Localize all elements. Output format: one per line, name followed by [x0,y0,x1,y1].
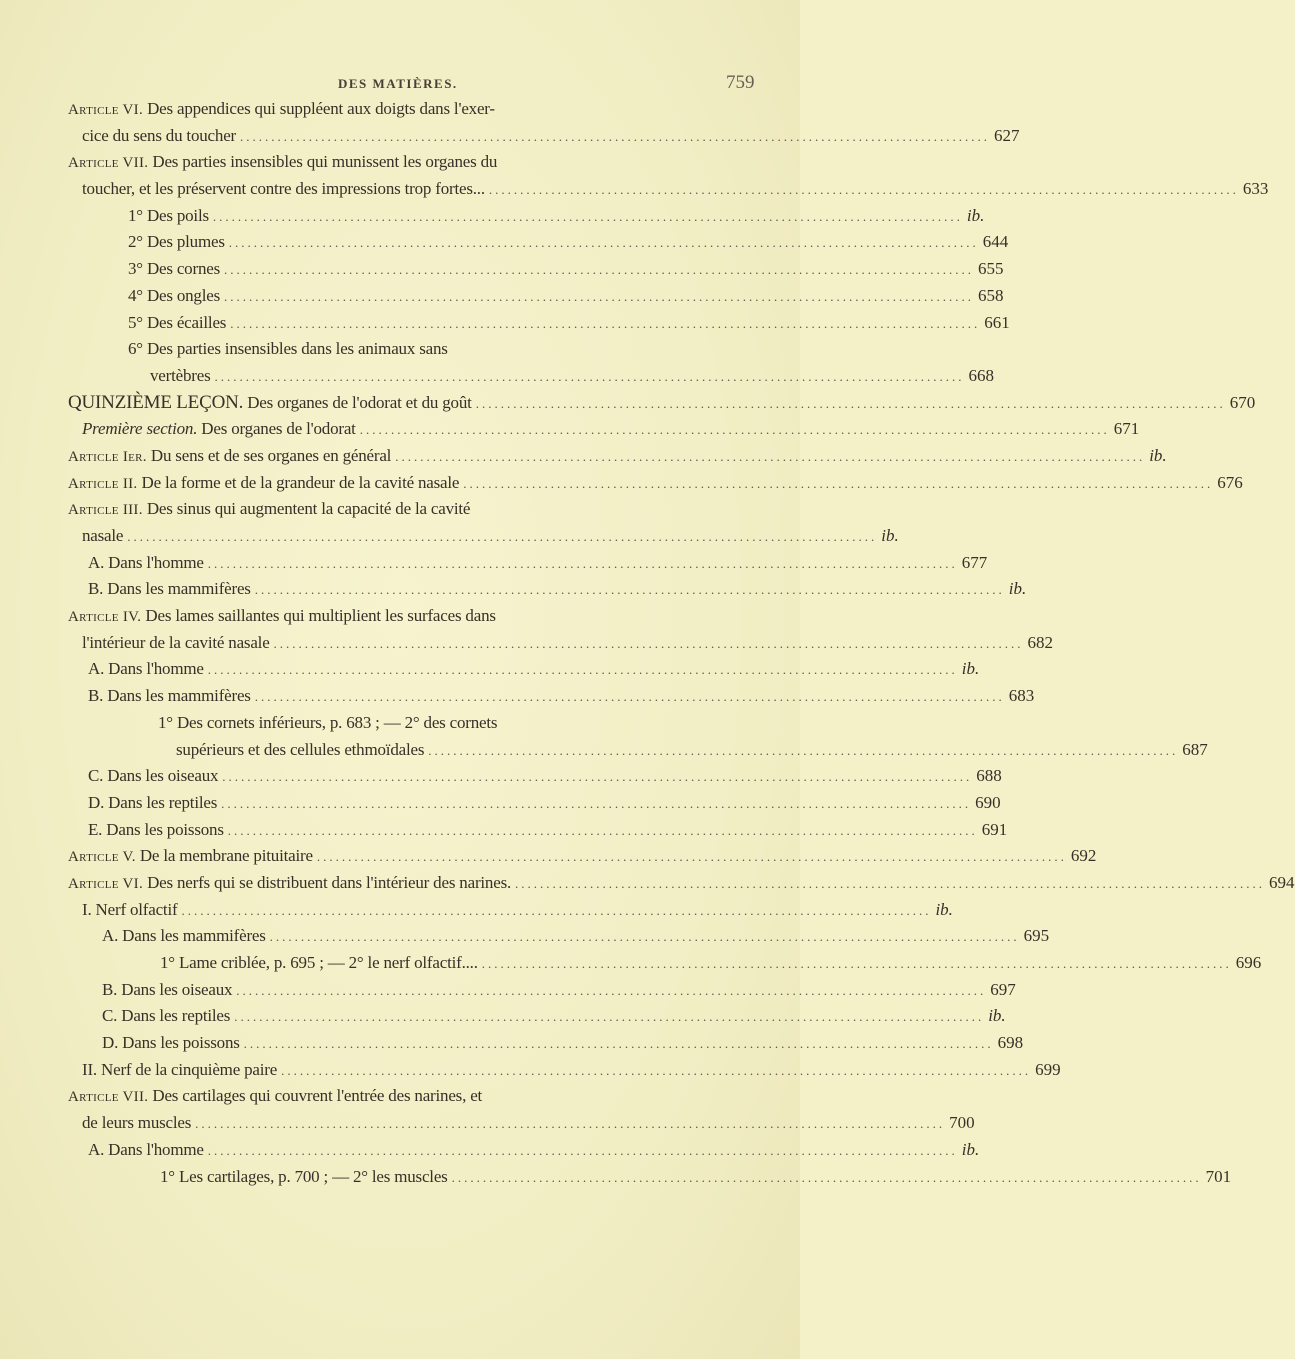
entry-text: C. Dans les oiseaux [88,766,219,786]
entry-text: 1° Les cartilages, p. 700 ; — 2° les muscles [160,1166,448,1186]
entry-label [82,523,123,550]
toc-entry [68,203,985,230]
toc-entry [68,1003,1006,1030]
toc-entry [68,817,1008,844]
entry-text: Des nerfs qui se distribuent dans l'intérieur des narines. [143,872,512,892]
entry-page-number: ib. [988,1006,1006,1026]
toc-entry [68,897,953,924]
dot-leader: ........................................................................................................................ [221,795,972,811]
entry-text: 2° Des plumes [128,232,225,252]
dot-leader: ........................................................................................................................ [181,902,932,918]
toc-entry [68,176,1269,203]
entry-page-number: 633 [1242,179,1269,199]
entry-page-number: 627 [994,125,1020,145]
toc-entry [68,390,1256,417]
entry-label [160,950,478,977]
entry-label [102,1030,240,1057]
entry-text: Des cartilages qui couvrent l'entrée des narines, et [148,1086,483,1106]
toc-entry [68,710,764,737]
dot-leader: ........................................................................................................................ [395,448,1146,464]
toc-entry [68,470,1243,497]
entry-text: Des lames saillantes qui multiplient les surfaces dans [141,606,496,626]
entry-label [68,149,497,177]
entry-page-number: 692 [1070,846,1097,866]
entry-label [68,96,495,124]
entry-text: B. Dans les mammifères [88,579,251,599]
toc-entry [68,283,1004,310]
entry-label [82,630,270,657]
dot-leader: ........................................................................................................................ [212,208,963,224]
toc-entry [68,416,1140,443]
entry-text: Des appendices qui suppléent aux doigts dans l'exer- [143,99,495,118]
dot-leader: ........................................................................................................................ [224,262,975,278]
entry-text: vertèbres [150,365,211,385]
dot-leader: ........................................................................................................................ [214,368,965,384]
entry-label [88,683,251,710]
entry-text: Des organes de l'odorat [197,419,356,439]
dot-leader: ........................................................................................................................ [207,555,958,571]
entry-prefix: Article II. [68,475,138,492]
entry-label [102,923,266,950]
toc-entry [68,96,764,123]
entry-prefix: QUINZIÈME LEÇON. [68,391,244,413]
toc-entry [68,683,1035,710]
toc-entry [68,576,1027,603]
toc-entry [68,977,1016,1004]
entry-text: supérieurs et des cellules ethmoïdales [176,739,425,759]
toc-entry [68,310,1010,337]
dot-leader: ........................................................................................................................ [222,769,973,785]
entry-text: E. Dans les poissons [88,819,224,839]
dot-leader: ........................................................................................................................ [475,395,1226,411]
entry-label [68,496,470,524]
entry-text: Des parties insensibles qui munissent les organes du [148,152,498,172]
entry-page-number: 687 [1182,739,1208,759]
entry-text: nasale [82,526,124,545]
entry-text: II. Nerf de la cinquième paire [82,1059,278,1079]
entry-text: B. Dans les oiseaux [102,979,233,999]
entry-text: Du sens et de ses organes en général [146,445,392,465]
dot-leader: ........................................................................................................................ [269,929,1020,945]
entry-label [102,977,232,1004]
dot-leader: ........................................................................................................................ [428,742,1179,758]
entry-text: A. Dans l'homme [88,659,204,679]
toc-entry [68,1110,975,1137]
entry-label [82,123,236,150]
entry-text: C. Dans les reptiles [102,1006,231,1026]
toc-entry [68,603,764,630]
toc-entry [68,950,1262,977]
toc-entry [68,790,1001,817]
entry-page-number: 658 [978,285,1004,305]
entry-page-number: 670 [1229,392,1256,412]
toc-entry [68,630,1054,657]
entry-text: I. Nerf olfactif [82,899,178,919]
dot-leader: ........................................................................................................................ [359,422,1110,438]
entry-label [128,336,448,363]
entry-page-number: 676 [1217,472,1243,492]
entry-page-number: 683 [1008,686,1035,706]
toc-entry [68,1083,764,1110]
entry-text: 4° Des ongles [128,285,221,305]
entry-text: A. Dans les mammifères [102,926,266,946]
dot-leader: ........................................................................................................................ [515,875,1266,891]
dot-leader: ........................................................................................................................ [273,635,1024,651]
dot-leader: ........................................................................................................................ [243,1036,994,1052]
entry-label [68,843,313,871]
dot-leader: ........................................................................................................................ [227,822,978,838]
toc-entry [68,1137,980,1164]
entry-text: A. Dans l'homme [88,552,204,572]
running-header [0,72,800,98]
entry-page-number: ib. [935,899,953,919]
dot-leader: ........................................................................................................................ [195,1116,946,1132]
entry-text: toucher, et les préservent contre des impressions trop fortes... [82,179,485,199]
entry-page-number: 682 [1027,632,1054,652]
entry-label [102,1003,230,1030]
entry-page-number: 700 [949,1113,975,1133]
toc-entry [68,363,994,390]
entry-page-number: 701 [1205,1166,1232,1186]
entry-prefix: Article VII. [68,155,149,172]
toc-entry [68,550,988,577]
entry-label [82,897,177,924]
entry-label [128,283,220,310]
entry-label [68,443,391,471]
dot-leader: ........................................................................................................................ [230,315,981,331]
entry-page-number: ib. [961,659,980,679]
entry-label [88,1137,204,1164]
dot-leader: ........................................................................................................................ [234,1009,985,1025]
entry-text: 1° Des poils [128,205,209,225]
entry-page-number: 690 [975,792,1001,812]
entry-text: Des organes de l'odorat et du goût [243,392,472,412]
dot-leader: ........................................................................................................................ [254,582,1005,598]
entry-label [160,1164,448,1191]
entry-text: D. Dans les reptiles [88,792,218,812]
entry-text: 6° Des parties insensibles dans les animaux sans [128,339,448,359]
entry-page-number: ib. [1008,579,1027,599]
entry-label [68,870,511,898]
table-of-contents [68,96,1295,1190]
dot-leader: ........................................................................................................................ [463,475,1214,491]
entry-page-number: ib. [881,526,899,545]
entry-page-number: 644 [982,232,1009,252]
entry-label [88,790,217,817]
entry-page-number: 696 [1235,953,1262,972]
dot-leader: ........................................................................................................................ [224,288,975,304]
dot-leader: ........................................................................................................................ [207,662,958,678]
entry-page-number: 695 [1023,926,1050,946]
toc-entry [68,229,1009,256]
dot-leader: ........................................................................................................................ [451,1169,1202,1185]
entry-text: 3° Des cornes [128,259,221,279]
entry-label [128,256,220,283]
entry-text: 1° Lame criblée, p. 695 ; — 2° le nerf olfactif.... [160,953,478,972]
entry-label [82,1110,191,1137]
dot-leader: ........................................................................................................................ [316,849,1067,865]
dot-leader: ........................................................................................................................ [127,529,878,544]
entry-text: B. Dans les mammifères [88,686,251,706]
entry-prefix: Article V. [68,849,136,866]
section-prefix: Première section. [82,419,198,439]
entry-label [88,763,218,790]
entry-label [82,176,485,203]
entry-label [128,203,209,230]
toc-entry [68,923,1050,950]
entry-label [176,737,424,764]
entry-label [68,470,459,498]
entry-text: de leurs muscles [82,1113,192,1133]
entry-page-number: 688 [976,766,1002,786]
entry-prefix: Article IV. [68,609,142,626]
entry-page-number: 677 [961,552,988,572]
entry-page-number: ib. [966,205,985,225]
entry-page-number: 697 [990,979,1016,999]
entry-label [68,1083,482,1111]
dot-leader: ........................................................................................................................ [481,956,1232,971]
toc-entry [68,1030,1024,1057]
dot-leader: ........................................................................................................................ [240,128,991,144]
dot-leader: ........................................................................................................................ [236,982,987,998]
entry-label [88,550,204,577]
entry-label [82,416,356,443]
entry-label [82,1057,277,1084]
entry-label [68,390,472,417]
entry-page-number: ib. [961,1139,980,1159]
entry-prefix: Article III. [68,502,143,519]
entry-text: A. Dans l'homme [88,1139,204,1159]
entry-prefix: Article VI. [68,102,144,118]
dot-leader: ........................................................................................................................ [281,1062,1032,1078]
entry-prefix: Article Ier. [68,448,147,465]
toc-entry [68,443,1167,470]
entry-page-number: 671 [1113,419,1140,439]
dot-leader: ........................................................................................................................ [254,689,1005,705]
entry-text: D. Dans les poissons [102,1033,240,1053]
entry-text: Des sinus qui augmentent la capacité de la cavité [142,499,471,519]
toc-entry [68,523,899,550]
entry-page-number: 694 [1269,872,1295,892]
entry-page-number: ib. [1149,445,1167,465]
entry-label [150,363,211,390]
entry-label [88,576,251,603]
dot-leader: ........................................................................................................................ [488,182,1239,198]
toc-entry [68,256,1004,283]
toc-entry [68,763,1002,790]
toc-entry [68,1164,1232,1191]
toc-entry [68,149,764,176]
entry-label [128,229,225,256]
entry-text: l'intérieur de la cavité nasale [82,632,270,652]
entry-page-number: 698 [997,1033,1024,1053]
toc-entry [68,843,1097,870]
toc-entry [68,737,1208,764]
toc-entry [68,123,1020,150]
entry-label [88,656,204,683]
entry-text: 5° Des écailles [128,312,227,332]
entry-label [128,310,226,337]
entry-page-number: 661 [984,312,1010,332]
toc-entry [68,1057,1061,1084]
toc-entry [68,656,980,683]
entry-prefix: Article VI. [68,875,144,892]
entry-page-number: 691 [981,819,1008,839]
entry-page-number: 655 [978,259,1004,279]
running-title: DES MATIÈRES. [338,76,458,91]
page-number: 759 [726,72,755,93]
entry-text: De la forme et de la grandeur de la cavité nasale [137,472,460,492]
entry-page-number: 699 [1035,1059,1061,1079]
dot-leader: ........................................................................................................................ [207,1142,958,1158]
entry-label [158,710,497,737]
entry-text: De la membrane pituitaire [135,846,313,866]
toc-entry [68,870,1295,897]
entry-prefix: Article VII. [68,1089,149,1106]
toc-entry [68,496,764,523]
toc-entry [68,336,764,363]
entry-page-number: 668 [968,365,994,385]
entry-text: 1° Des cornets inférieurs, p. 683 ; — 2° des cornets [158,712,498,732]
entry-label [68,603,496,631]
dot-leader: ........................................................................................................................ [228,235,979,251]
entry-label [88,817,224,844]
entry-text: cice du sens du toucher [82,125,237,145]
